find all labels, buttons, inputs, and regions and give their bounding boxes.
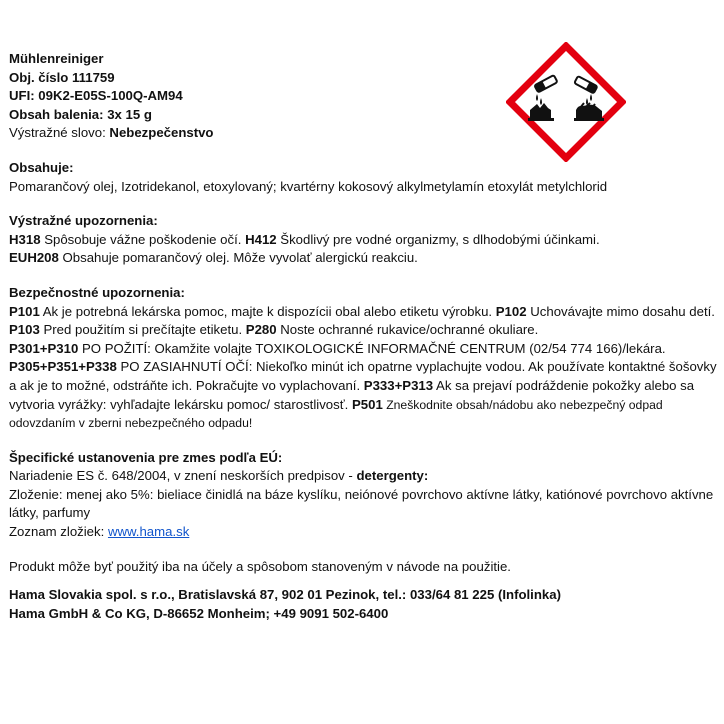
precaution-text: Ak sa prejaví podráždenie pokožky alebo sa vytvoria vyrážky: vyhľadajte lekársku pomoc/ starostlivosť.: [9, 377, 695, 412]
regulation-line: [9, 467, 719, 486]
precaution-code: P280: [245, 322, 277, 338]
precaution-text: Uchovávajte mimo dosahu detí.: [526, 303, 715, 319]
precaution-text: Noste ochranné rukavice/ochranné okuliare.: [276, 322, 539, 338]
precaution-code: P102: [495, 303, 527, 319]
product-name: Mühlenreiniger: [9, 51, 104, 66]
composition-text: Zloženie: menej ako 5%: bieliace činidlá na báze kyslíku, neiónové povrchovo aktívne látky, katiónové povrchovo aktívne látky, parfumy: [9, 486, 714, 521]
ingredients-line: [9, 523, 719, 542]
package-content: Obsah balenia: 3x 15 g: [9, 106, 152, 122]
precaution-block-1: [9, 303, 719, 340]
ghs05-corrosion-icon: [506, 42, 626, 162]
precaution-text: Zneškodnite obsah/nádobu ako nebezpečný odpad odovzdaním v zberni nebezpečného odpadu!: [9, 397, 663, 431]
hazard-code: H318: [9, 231, 41, 247]
regulation-text: Nariadenie ES č. 648/2004, v znení neskorších predpisov -: [9, 468, 357, 484]
precaution-text: Pred použitím si prečítajte etiketu.: [39, 322, 246, 338]
usage-note: Produkt môže byť použitý iba na účely a spôsobom stanoveným v návode na použitie.: [9, 558, 511, 574]
precaution-code: P305+P351+P338: [9, 359, 117, 375]
hazard-text: Obsahuje pomarančový olej. Môže vyvolať alergickú reakciu.: [58, 250, 418, 266]
hazard-line-2: [9, 249, 719, 268]
signal-word: Nebezpečenstvo: [109, 125, 214, 141]
precaution-text: PO POŽITÍ: Okamžite volajte TOXIKOLOGICKÉ INFORMAČNÉ CENTRUM (02/54 774 166)/lekára.: [78, 340, 666, 356]
precaution-text: Ak je potrebná lekárska pomoc, majte k dispozícii obal alebo etiketu výrobku.: [39, 303, 496, 319]
precaution-code: P333+P313: [363, 377, 434, 393]
regulation-colon: :: [423, 468, 429, 484]
hazard-line-1: [9, 231, 719, 250]
contains-text: Pomarančový olej, Izotridekanol, etoxylovaný; kvartérny kokosový alkylmetylamín etoxylát metylchlorid: [9, 178, 608, 194]
contact-slovakia: Hama Slovakia spol. s r.o., Bratislavská 87, 902 01 Pezinok, tel.: 033/64 81 225 (Infolinka): [9, 587, 561, 603]
signal-word-label: Výstražné slovo:: [9, 125, 110, 141]
detergents-word: detergenty: [356, 468, 424, 484]
hazard-code: H412: [245, 231, 277, 247]
precaution-code: P301+P310: [9, 340, 79, 356]
precaution-code: P101: [9, 303, 40, 319]
precaution-block-3: [9, 358, 719, 432]
precaution-code: P501: [352, 396, 383, 412]
contains-heading: Obsahuje:: [9, 159, 74, 175]
precaution-code: P103: [9, 322, 40, 338]
hazard-heading: Výstražné upozornenia:: [9, 213, 158, 229]
precaution-heading: Bezpečnostné upozornenia:: [9, 284, 185, 300]
ingredients-label: Zoznam zložiek:: [9, 524, 108, 540]
specific-heading: Špecifické ustanovenia pre zmes podľa EÚ:: [9, 449, 283, 465]
hazard-text: Škodlivý pre vodné organizmy, s dlhodobými účinkami.: [276, 231, 600, 247]
contact-germany: Hama GmbH & Co KG, D-86652 Monheim; +49 9091 502-6400: [9, 605, 389, 621]
ingredients-link[interactable]: www.hama.sk: [107, 524, 190, 540]
order-number: Obj. číslo 111759: [9, 69, 115, 85]
precaution-text: PO ZASIAHNUTÍ OČÍ: Niekoľko minút ich opatrne vyplachujte vodou. Ak používate kontaktné šošovky a ak je to možné, odstráňte ich. Pokračujte vo vyplachovaní.: [9, 359, 717, 393]
hazard-code: EUH208: [9, 250, 59, 266]
hazard-text: Spôsobuje vážne poškodenie očí.: [40, 231, 246, 247]
precaution-block-2: [9, 340, 719, 359]
ufi-code: UFI: 09K2-E05S-100Q-AM94: [9, 88, 183, 104]
